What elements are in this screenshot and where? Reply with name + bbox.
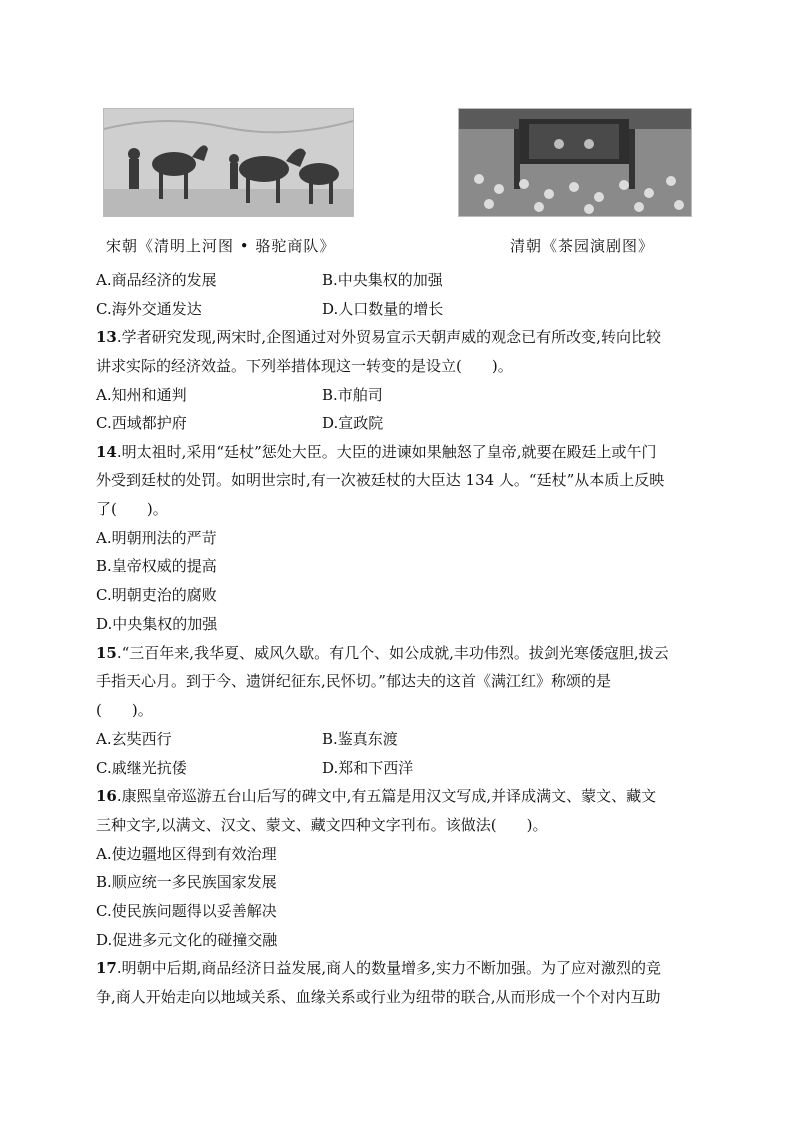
q14-stem-text: .明太祖时,采用“廷杖”惩处大臣。大臣的进谏如果触怒了皇帝,就要在殿廷上或午门 <box>116 443 657 461</box>
q14-stem-line-2: 外受到廷杖的处罚。如明世宗时,有一次被廷杖的大臣达 134 人。“廷杖”从本质上反映 <box>96 471 665 489</box>
q16-option-d[interactable]: D.促进多元文化的碰撞交融 <box>96 931 278 949</box>
q14-stem-line-1 <box>96 442 657 462</box>
q16-stem-line-2: 三种文字,以满文、汉文、蒙文、藏文四种文字刊布。该做法( )。 <box>96 816 548 834</box>
q15-stem-line-1 <box>96 643 669 663</box>
q17-stem-line-1 <box>96 958 661 978</box>
q14-option-a[interactable]: A.明朝刑法的严苛 <box>96 529 217 547</box>
q16-stem-line-1 <box>96 786 656 806</box>
q16-stem-text: .康熙皇帝巡游五台山后写的碑文中,有五篇是用汉文写成,并译成满文、蒙文、藏文 <box>116 787 657 805</box>
q16-option-c[interactable]: C.使民族问题得以妥善解决 <box>96 902 277 920</box>
q15-option-d[interactable]: D.郑和下西洋 <box>322 759 414 777</box>
q17-stem-line-2: 争,商人开始走向以地域关系、血缘关系或行业为纽带的联合,从而形成一个个对内互助 <box>96 988 661 1006</box>
q15-stem-text: .“三百年来,我华夏、威风久歇。有几个、如公成就,丰功伟烈。拔剑光寒倭寇胆,拔云 <box>116 644 669 662</box>
tea-garden-opera-illustration <box>459 109 691 216</box>
q14-option-d[interactable]: D.中央集权的加强 <box>96 615 218 633</box>
q16-option-b[interactable]: B.顺应统一多民族国家发展 <box>96 873 277 891</box>
figure-caption-song: 宋朝《清明上河图 • 骆驼商队》 <box>106 237 336 255</box>
q14-stem-line-3: 了( )。 <box>96 500 168 518</box>
q15-option-a[interactable]: A.玄奘西行 <box>96 730 172 748</box>
q13-option-b[interactable]: B.市舶司 <box>322 386 383 404</box>
q13-option-a[interactable]: A.知州和通判 <box>96 386 187 404</box>
figure-caption-qing: 清朝《茶园演剧图》 <box>510 237 655 255</box>
q15-stem-line-3: ( )。 <box>96 701 153 719</box>
q14-option-b[interactable]: B.皇帝权威的提高 <box>96 557 217 575</box>
q17-stem-text: .明朝中后期,商品经济日益发展,商人的数量增多,实力不断加强。为了应对激烈的竞 <box>116 959 661 977</box>
figure-tea-garden-opera <box>458 108 692 217</box>
camel-caravan-illustration <box>104 109 353 216</box>
q13-option-c[interactable]: C.西域都护府 <box>96 414 187 432</box>
q15-option-c[interactable]: C.戚继光抗倭 <box>96 759 187 777</box>
q13-stem-line-2: 讲求实际的经济效益。下列举措体现这一转变的是设立( )。 <box>96 357 513 375</box>
q15-option-b[interactable]: B.鉴真东渡 <box>322 730 398 748</box>
q16-number: 16 <box>96 787 117 805</box>
q13-number: 13 <box>96 328 117 346</box>
q12-option-d[interactable]: D.人口数量的增长 <box>322 300 444 318</box>
figure-camel-caravan <box>103 108 354 217</box>
q14-number: 14 <box>96 443 117 461</box>
q12-option-c[interactable]: C.海外交通发达 <box>96 300 202 318</box>
q12-option-b[interactable]: B.中央集权的加强 <box>322 271 443 289</box>
q15-stem-line-2: 手指天心月。到于今、遗饼纪征东,民怀切。”郁达夫的这首《满江红》称颂的是 <box>96 672 611 690</box>
q13-stem-text: .学者研究发现,两宋时,企图通过对外贸易宣示天朝声威的观念已有所改变,转向比较 <box>116 328 661 346</box>
q15-number: 15 <box>96 644 117 662</box>
q13-stem-line-1 <box>96 327 661 347</box>
q17-number: 17 <box>96 959 117 977</box>
q13-option-d[interactable]: D.宣政院 <box>322 414 384 432</box>
q16-option-a[interactable]: A.使边疆地区得到有效治理 <box>96 845 277 863</box>
q12-option-a[interactable]: A.商品经济的发展 <box>96 271 217 289</box>
q14-option-c[interactable]: C.明朝吏治的腐败 <box>96 586 217 604</box>
